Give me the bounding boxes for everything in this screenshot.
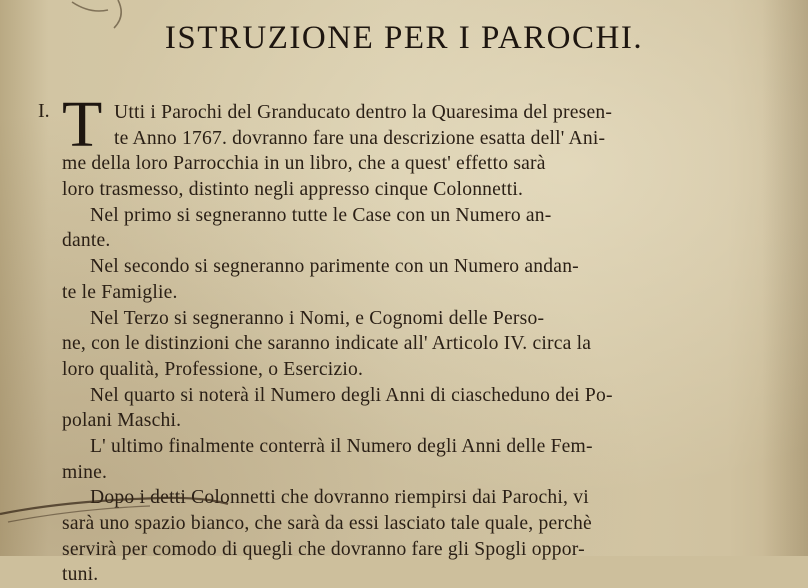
text-line: te Anno 1767. dovranno fare una descrizione esatta dell' Ani- bbox=[114, 127, 606, 149]
text-line: Nel primo si segneranno tutte le Case con un Numero an- bbox=[90, 204, 552, 226]
text-line: loro trasmesso, distinto negli appresso cinque Colonnetti. bbox=[62, 179, 524, 201]
text-line: loro qualità, Professione, o Esercizio. bbox=[62, 358, 364, 380]
text-line: polani Maschi. bbox=[62, 410, 182, 432]
ink-underline-icon bbox=[0, 470, 230, 550]
text-line: L' ultimo finalmente conterrà il Numero degli Anni delle Fem- bbox=[90, 435, 593, 457]
text-line: Dopo i detti Colonnetti che dovranno riempirsi dai Parochi, vi bbox=[90, 487, 589, 509]
text-line: mine. bbox=[62, 461, 108, 483]
text-line: dante. bbox=[62, 230, 111, 252]
text-line: tuni. bbox=[62, 564, 99, 586]
drop-cap: T bbox=[62, 88, 103, 161]
text-line: Nel quarto si noterà il Numero degli Anni di ciascheduno dei Po- bbox=[90, 384, 613, 406]
text-line: servirà per comodo di quegli che dovranno fare gli Spogli oppor- bbox=[62, 538, 585, 560]
text-line: ne, con le distinzioni che saranno indicate all' Articolo IV. circa la bbox=[62, 333, 592, 355]
text-line: me della loro Parrocchia in un libro, che a quest' effetto sarà bbox=[62, 153, 546, 175]
page-edge-shadow bbox=[762, 0, 808, 556]
paragraph-number: I. bbox=[38, 100, 50, 122]
text-line: te le Famiglie. bbox=[62, 281, 178, 303]
text-line: Nel Terzo si segneranno i Nomi, e Cognomi delle Perso- bbox=[90, 307, 545, 329]
text-line: Utti i Parochi del Granducato dentro la Quaresima del presen- bbox=[114, 102, 613, 123]
text-line: Nel secondo si segneranno parimente con un Numero andan- bbox=[90, 256, 579, 278]
document-title: ISTRUZIONE PER I PAROCHI. bbox=[164, 20, 644, 56]
text-line: sarà uno spazio bianco, che sarà da essi lasciato tale quale, perchè bbox=[62, 513, 592, 534]
